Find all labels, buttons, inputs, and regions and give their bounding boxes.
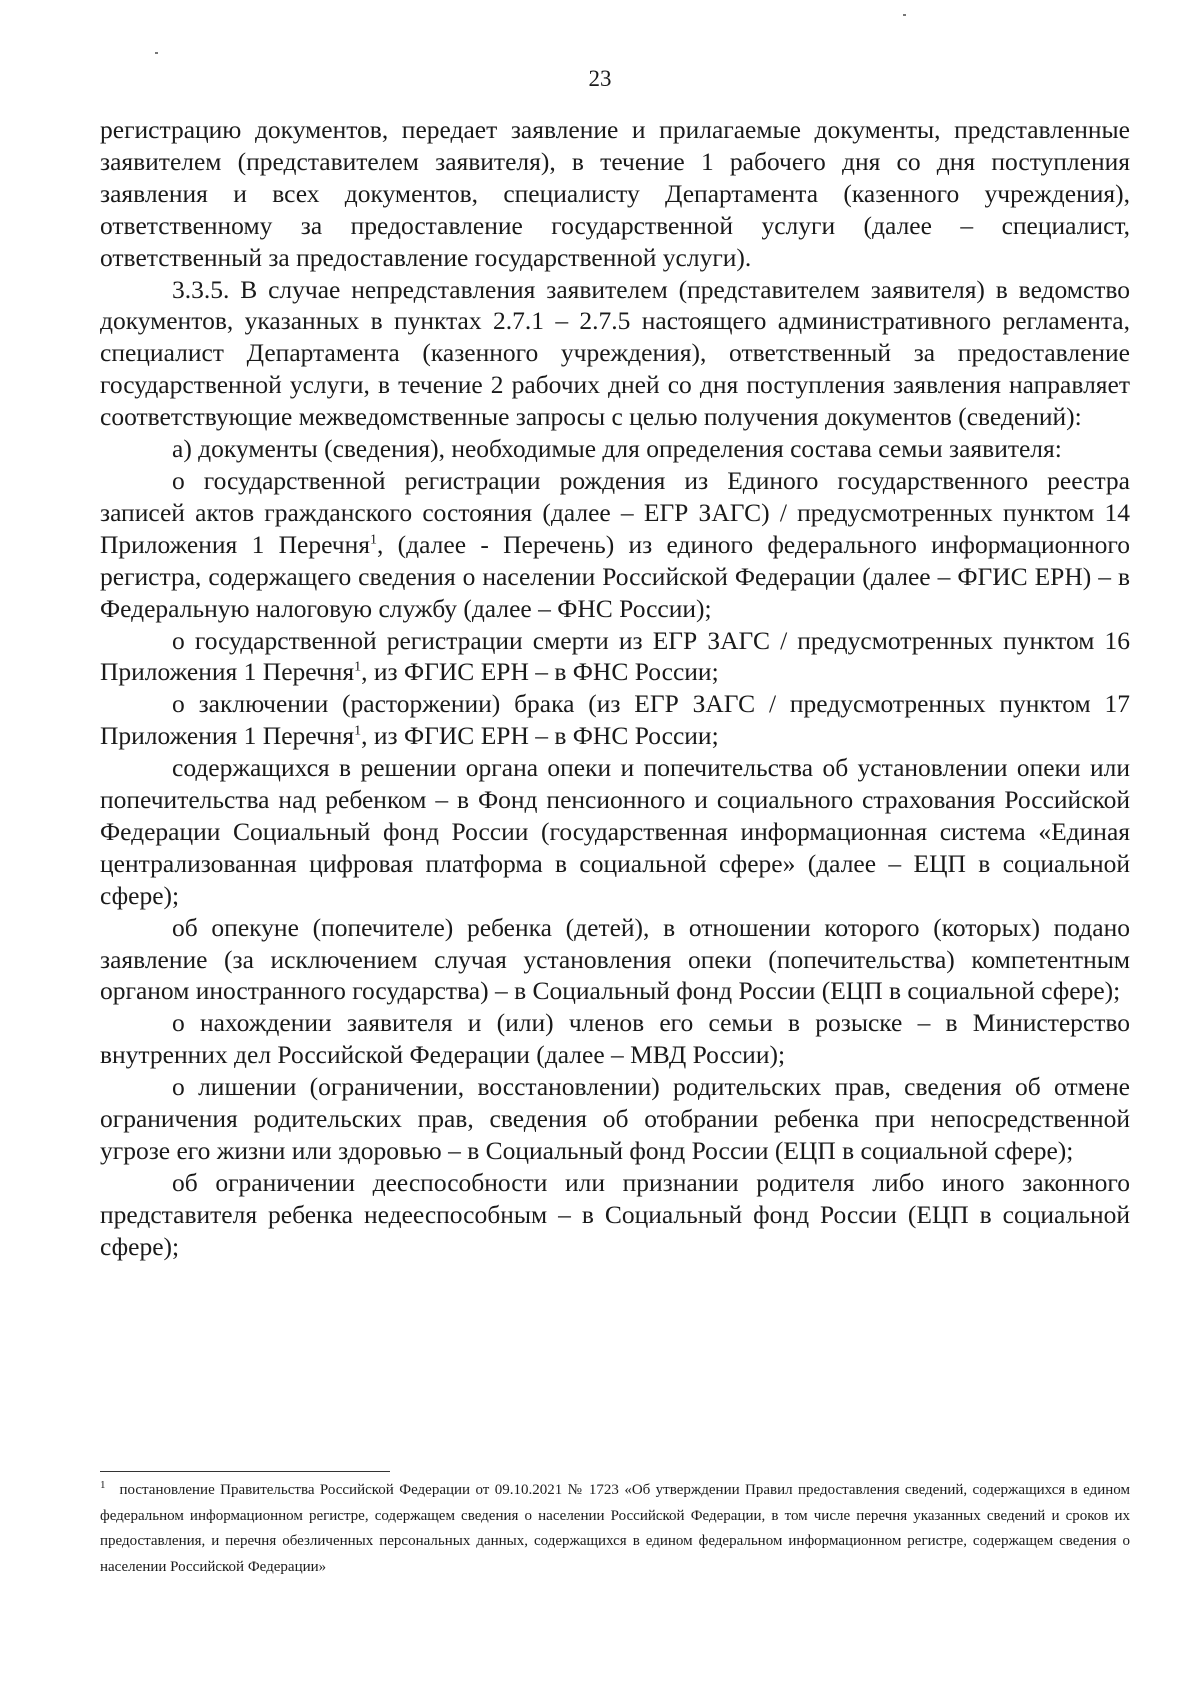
footnote-reference: 1 bbox=[354, 659, 362, 675]
footnote-reference: 1 bbox=[354, 723, 362, 739]
paragraph-item-a: а) документы (сведения), необходимые для определения состава семьи заявителя: bbox=[172, 434, 1062, 464]
footnote-divider bbox=[100, 1471, 390, 1472]
body-text bbox=[100, 114, 1130, 1263]
paragraph-3-3-5: 3.3.5. В случае непредставления заявителем (представителем заявителя) в ведомство документов, указанных в пунктах 2.7.1 – 2.7.5 настоящего административного регламента, специалист Департамента (казенного учреждения), ответственный за предоставление государственной услуги, в течение 2 рабочих дней со дня поступления заявления направляет соответствующие межведомственные запросы с целью получения документов (сведений): bbox=[100, 274, 1130, 432]
footnote-mark: 1 bbox=[100, 1479, 106, 1491]
paragraph-legal-capacity: об ограничении дееспособности или признании родителя либо иного законного представителя ребенка недееспособным – в Социальный фонд России (ЕЦП в социальной сфере); bbox=[100, 1167, 1130, 1261]
scan-speck bbox=[155, 52, 158, 54]
paragraph-guardian: об опекуне (попечителе) ребенка (детей), в отношении которого (которых) подано заявление (за исключением случая установления опеки (попечительства) компетентным органом иностранного государства) – в Социальный фонд России (ЕЦП в социальной сфере); bbox=[100, 912, 1130, 1006]
paragraph-guardianship-decision: содержащихся в решении органа опеки и попечительства об установлении опеки или попечительства над ребенком – в Фонд пенсионного и социального страхования Российской Федерации Социальный фонд России (государственная информационная система «Единая централизованная цифровая платформа в социальной сфере» (далее – ЕЦП в социальной сфере); bbox=[100, 753, 1130, 910]
paragraph-wanted: о нахождении заявителя и (или) членов его семьи в розыске – в Министерство внутренних дел Российской Федерации (далее – МВД России); bbox=[100, 1008, 1130, 1070]
paragraph-text: о заключении (расторжении) брака (из ЕГР ЗАГС / предусмотренных пунктом 17 Приложения 1 Перечня bbox=[100, 689, 1130, 751]
paragraph-death-registration bbox=[100, 625, 1130, 689]
footnote-text: постановление Правительства Российской Федерации от 09.10.2021 № 1723 «Об утверждении Правил предоставления сведений, содержащихся в едином федеральном информационном регистре, содержащем сведения о населении Российской Федерации, в том числе перечня указанных сведений и сроков их предоставления, и перечня обезличенных персональных данных, содержащихся в едином федеральном информационном регистре, содержащем сведения о населении Российской Федерации» bbox=[100, 1482, 1130, 1575]
paragraph-text: , (далее - Перечень) из единого федерального информационного регистра, содержащего сведения о населении Российской Федерации (далее – ФГИС ЕРН) – в Федеральную налоговую службу (далее – ФНС России); bbox=[100, 529, 1130, 623]
page-number: 23 bbox=[588, 66, 612, 91]
scan-speck bbox=[903, 14, 906, 16]
paragraph-marriage bbox=[100, 688, 1130, 752]
paragraph-text: о государственной регистрации смерти из ЕГР ЗАГС / предусмотренных пунктом 16 Приложения 1 Перечня bbox=[100, 625, 1130, 687]
footnote-reference: 1 bbox=[370, 532, 377, 548]
paragraph-continued: регистрацию документов, передает заявление и прилагаемые документы, представленные заявителем (представителем заявителя), в течение 1 рабочего дня со дня поступления заявления и всех документов, специалисту Департамента (казенного учреждения), ответственному за предоставление государственной услуги (далее – специалист, ответственный за предоставление государственной услуги). bbox=[100, 115, 1130, 272]
paragraph-text: , из ФГИС ЕРН – в ФНС России; bbox=[361, 721, 719, 751]
paragraph-birth-registration bbox=[100, 465, 1130, 625]
paragraph-text: о государственной регистрации рождения из Единого государственного реестра записей актов гражданского состояния (далее – ЕГР ЗАГС) / предусмотренных пунктом 14 Приложения 1 Перечня bbox=[100, 465, 1130, 559]
footnote bbox=[100, 1478, 1130, 1580]
paragraph-parental-rights: о лишении (ограничении, восстановлении) родительских прав, сведения об отмене ограничения родительских прав, сведения об отобрании ребенка при непосредственной угрозе его жизни или здоровью – в Социальный фонд России (ЕЦП в социальной сфере); bbox=[100, 1072, 1130, 1165]
paragraph-text: , из ФГИС ЕРН – в ФНС России; bbox=[361, 657, 719, 687]
